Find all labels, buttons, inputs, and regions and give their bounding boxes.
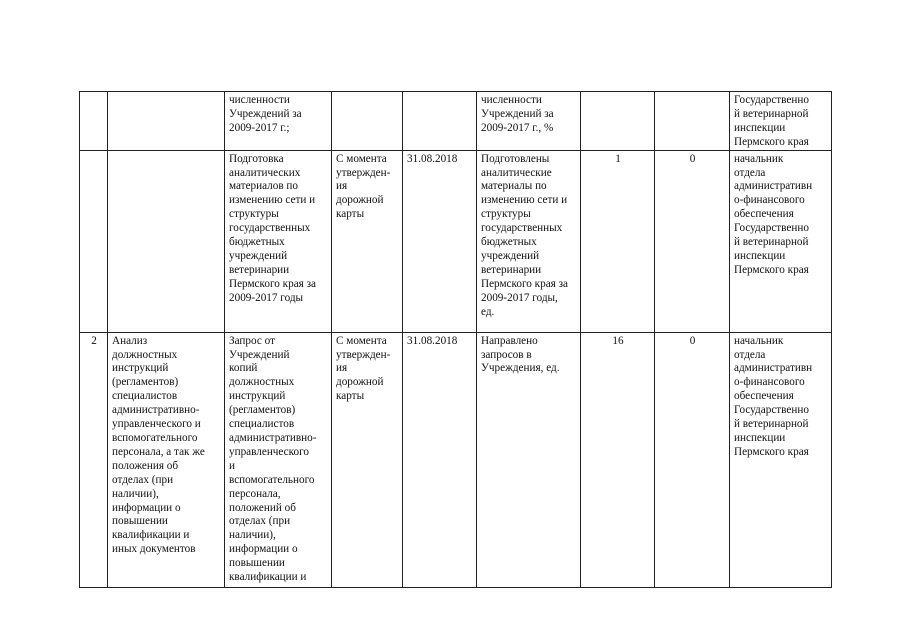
action-cell: Подготовка аналитических материалов по изменению сети и структуры государственных бюджетных учреждений ветеринарии Пермского края за 2009-2017 годы: [225, 150, 332, 332]
actual-value-cell: [655, 92, 730, 151]
target-value-cell: 16: [581, 332, 655, 587]
actual-value-cell: 0: [655, 332, 730, 587]
start-date-cell: С момента утвержден- ия дорожной карты: [332, 332, 403, 587]
responsible-cell: начальник отдела административн о-финансового обеспечения Государственно й ветеринарной инспекции Пермского края: [730, 150, 832, 332]
table-row: [80, 332, 832, 587]
deadline-cell: 31.08.2018: [403, 150, 477, 332]
deadline-cell: 31.08.2018: [403, 332, 477, 587]
action-cell: Запрос от Учреждений копий должностных инструкций (регламентов) специалистов административно- управленческого и вспомогательного персонала, положений об отделах (при наличии), информации о повышении квалификации и: [225, 332, 332, 587]
actual-value-cell: 0: [655, 150, 730, 332]
roadmap-table: [79, 91, 832, 588]
indicator-cell: численности Учреждений за 2009-2017 г., %: [477, 92, 581, 151]
measure-cell: [108, 92, 225, 151]
table-row: [80, 92, 832, 151]
target-value-cell: [581, 92, 655, 151]
measure-cell: [108, 150, 225, 332]
deadline-cell: [403, 92, 477, 151]
table-row: [80, 150, 832, 332]
responsible-cell: Государственно й ветеринарной инспекции Пермского края: [730, 92, 832, 151]
start-date-cell: [332, 92, 403, 151]
responsible-cell: начальник отдела административн о-финансового обеспечения Государственно й ветеринарной инспекции Пермского края: [730, 332, 832, 587]
target-value-cell: 1: [581, 150, 655, 332]
indicator-cell: Подготовлены аналитические материалы по изменению сети и структуры государственных бюджетных учреждений ветеринарии Пермского края за 2009-2017 годы, ед.: [477, 150, 581, 332]
row-number-cell: 2: [80, 332, 108, 587]
start-date-cell: С момента утвержден- ия дорожной карты: [332, 150, 403, 332]
row-number-cell: [80, 150, 108, 332]
row-number-cell: [80, 92, 108, 151]
measure-cell: Анализ должностных инструкций (регламентов) специалистов административно- управленческого и вспомогательного персонала, а так же положения об отделах (при наличии), информации о повышении квалификации и иных документов: [108, 332, 225, 587]
action-cell: численности Учреждений за 2009-2017 г.;: [225, 92, 332, 151]
indicator-cell: Направлено запросов в Учреждения, ед.: [477, 332, 581, 587]
